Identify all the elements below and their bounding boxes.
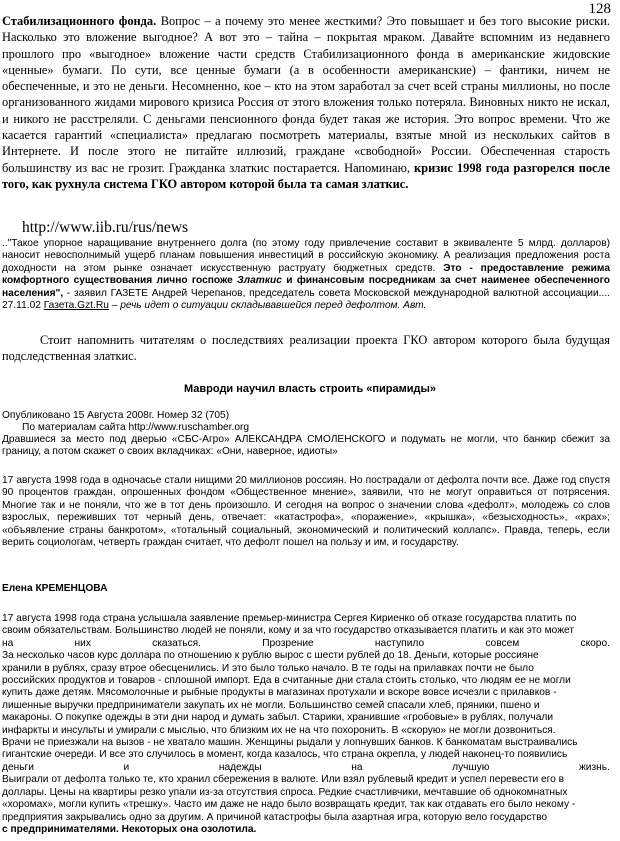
word: жизнь. bbox=[578, 761, 610, 773]
article-title: Мавроди научил власть строить «пирамиды» bbox=[183, 383, 437, 395]
page-number: 128 bbox=[588, 1, 611, 17]
word: совсем bbox=[485, 637, 520, 649]
word: на bbox=[351, 761, 363, 773]
gazeta-link[interactable]: Газета.Gzt.Ru bbox=[43, 300, 109, 312]
word: Прозрение bbox=[262, 637, 314, 649]
source-url[interactable]: http://www.iib.ru/rus/news bbox=[22, 219, 189, 236]
word: надежды bbox=[218, 761, 262, 773]
word: деньги bbox=[2, 761, 34, 773]
p2-line: предприятия закрывались одно за другим. А причиной катастрофы была азартная игра, которую вело государство bbox=[2, 811, 548, 823]
word: и bbox=[123, 761, 130, 773]
intro-bold-start: Стабилизационного фонда. bbox=[2, 14, 157, 28]
intro-bold-end: кризис 1998 года разгорелся после того, как рухнула система ГКО автором которой была та самая златкис. bbox=[2, 160, 610, 191]
article-paragraph-2 bbox=[2, 613, 610, 836]
word: скоро. bbox=[580, 637, 610, 649]
article-source: По материалам сайта http://www.ruschamber.org bbox=[22, 422, 250, 433]
word: наступило bbox=[374, 637, 425, 649]
p2-line: своим обязательствам. Большинство людей не поняли, кому и за что государство отказывается платить и как это может bbox=[2, 625, 575, 637]
p2-line-spread bbox=[2, 762, 610, 774]
p2-line: доллары. Цены на квартиры резко упали из-за отсутствия спроса. Редкие счастливчики, мечтавшие об однокомнатных bbox=[2, 786, 568, 798]
quote-italic-note: речь идет о ситуации складывавшейся перед дефолтом. Авт. bbox=[120, 300, 427, 312]
p2-line: купить даже детям. Мясомолочные и рыбные продукты в магазинах протухали и вскоре вовсе исчезли с прилавков - bbox=[2, 687, 557, 699]
p2-line: лишенные выручки предприниматели закупать их не могли. Большинство семей спасали хлеб, пряники, пшено и bbox=[2, 699, 540, 711]
p2-line: гигантские очереди. И все это случилось в момент, когда казалось, что страна окрепла, у людей наконец-то появились bbox=[2, 749, 568, 761]
word: на bbox=[2, 637, 14, 649]
quote-paragraph bbox=[2, 238, 610, 312]
p2-line: российских продуктов и товаров - сплошной импорт. Еда в считанные дни стала стоить столько, что людям ее не могли bbox=[2, 675, 571, 687]
p2-line: Врачи не приезжали на вызов - не хватало машин. Женщины рыдали у лопнувших банков. К банкоматам выстраивались bbox=[2, 737, 578, 749]
p2-line: Выиграли от дефолта только те, кто хранил сбережения в валюте. Или взял рублевый кредит и успел перевести его в bbox=[2, 774, 565, 786]
word: сказаться. bbox=[152, 637, 201, 649]
word: них bbox=[74, 637, 91, 649]
p2-line: хранили в рублях, сразу втрое обесценились. И это было только начало. В те годы на прилавках почти не было bbox=[2, 662, 534, 674]
intro-text: Вопрос – а почему это менее жесткими? Это повышает и без того высокие риски. Насколько это вложение выгодное? А вот это – тайна – покрытая мраком. Давайте вспомним из недавнего прошлого про «выгодное» вложение части средств Стабилизационного фонда в американские жидовские «ценные» бумаги. По сути, все ценные бумаги (а в особенности американские) – фантики, ничем не обеспеченные, и это не деньги. Несомненно, кое – кто на этом заработал за счет всей страны миллионы, но после организованного жидами мирового кризиса Россия от этого вложения только потеряла. Виновных никто не искал, и никого не расстреляли. С деньгами пенсионного фонда будет такая же история. Это вопрос времени. Что же касается гарантий «специалиста» предлагаю посмотреть материалы, взятые мной из нескольких сайтов в Интернете. И после этого не питайте иллюзий, граждане «свободной» России. Обеспеченная старость большинству из вас не грозит. Гражданка златкис постарается. Напоминаю, bbox=[2, 14, 611, 175]
article-author: Елена КРЕМЕНЦОВА bbox=[2, 583, 108, 594]
intro-paragraph bbox=[2, 13, 610, 192]
word: лучшую bbox=[452, 761, 490, 773]
quote-bold-italic: Златкис bbox=[237, 275, 282, 287]
p2-line: «хоромах», могли купить «трешку». Часто им даже не надо было возвращать кредит, так как отдавать его было некому - bbox=[2, 799, 576, 811]
article-lead: Дравшиеся за место под дверью «СБС-Агро» АЛЕКСАНДРА СМОЛЕНСКОГО и подумать не могли, что банкир сбежит за границу, а потом скажет о своих вкладчиках: «Они, наверное, идиоты» bbox=[2, 434, 610, 458]
quote-text-1: .."Такое упорное наращивание внутреннего долга (по этому году привлечение составит в эквиваленте 5 млрд. долларов) наносит невосполнимый ущерб планам повышения инвестиций в российскую экономику. А реализация предложения роста доходности на этом рынке означает искусственную раструату бюджетных средств. bbox=[2, 238, 610, 274]
p2-line: инфаркты и инсульты и умирали с мыслью, что близким их не на что похоронить. В «скорую» не могли дозвониться. bbox=[2, 724, 556, 736]
quote-bold-2: и финансовым посредникам за счет наименее обеспеченного населения", bbox=[2, 275, 610, 299]
reminder-paragraph: Стоит напомнить читателям о последствиях реализации проекта ГКО автором которого была будущая подследственная златкис. bbox=[2, 333, 610, 364]
p2-line: 17 августа 1998 года страна услышала заявление премьер-министра Сергея Кириенко об отказе государства платить по bbox=[2, 613, 577, 624]
p2-line-bold: с предпринимателями. Некоторых она озолотила. bbox=[2, 823, 257, 835]
p2-line: За несколько часов курс доллара по отношению к рублю вырос с шести рублей до 18. Деньги, которые россияне bbox=[2, 650, 539, 662]
p2-line: макароны. О покупке одежды в эти дни народ и думать забыл. Старики, хранившие «гробовые» в рублях, получали bbox=[2, 712, 554, 724]
quote-text-3: – bbox=[108, 300, 121, 312]
article-paragraph-1: 17 августа 1998 года в одночасье стали нищими 20 миллионов россиян. Но пострадали от дефолта почти все. Даже год спустя 90 процентов граждан, опрошенных фондом «Общественное мнение», заявили, что не могут оправиться от потрясения. Многие так и не поняли, что же в тот день произошло. И сегодня на вопрос о значении слова «дефолт», молодежь со слов взрослых, переживших тот черный день, отвечает: «катастрофа», «поражение», «крышка», «безысходность», «крах»; «объявление страны банкротом», «тотальный социальный, экономический и политический коллапс». Правда, теперь, если верить социологам, четверть граждан считает, что дефолт пошел на пользу и им, и государству. bbox=[2, 475, 610, 549]
p2-line-spread bbox=[2, 638, 610, 650]
quote-text-2: - заявил ГАЗЕТЕ Андрей Черепанов, председатель совета Московской международной валютной ассоциации.... 27.11.02 bbox=[2, 287, 610, 312]
quote-bold-1: Это - предоставление режима комфортного существования лично госпоже bbox=[2, 262, 610, 287]
article-published: Опубликовано 15 Августа 2008г. Номер 32 (705) bbox=[2, 410, 230, 421]
